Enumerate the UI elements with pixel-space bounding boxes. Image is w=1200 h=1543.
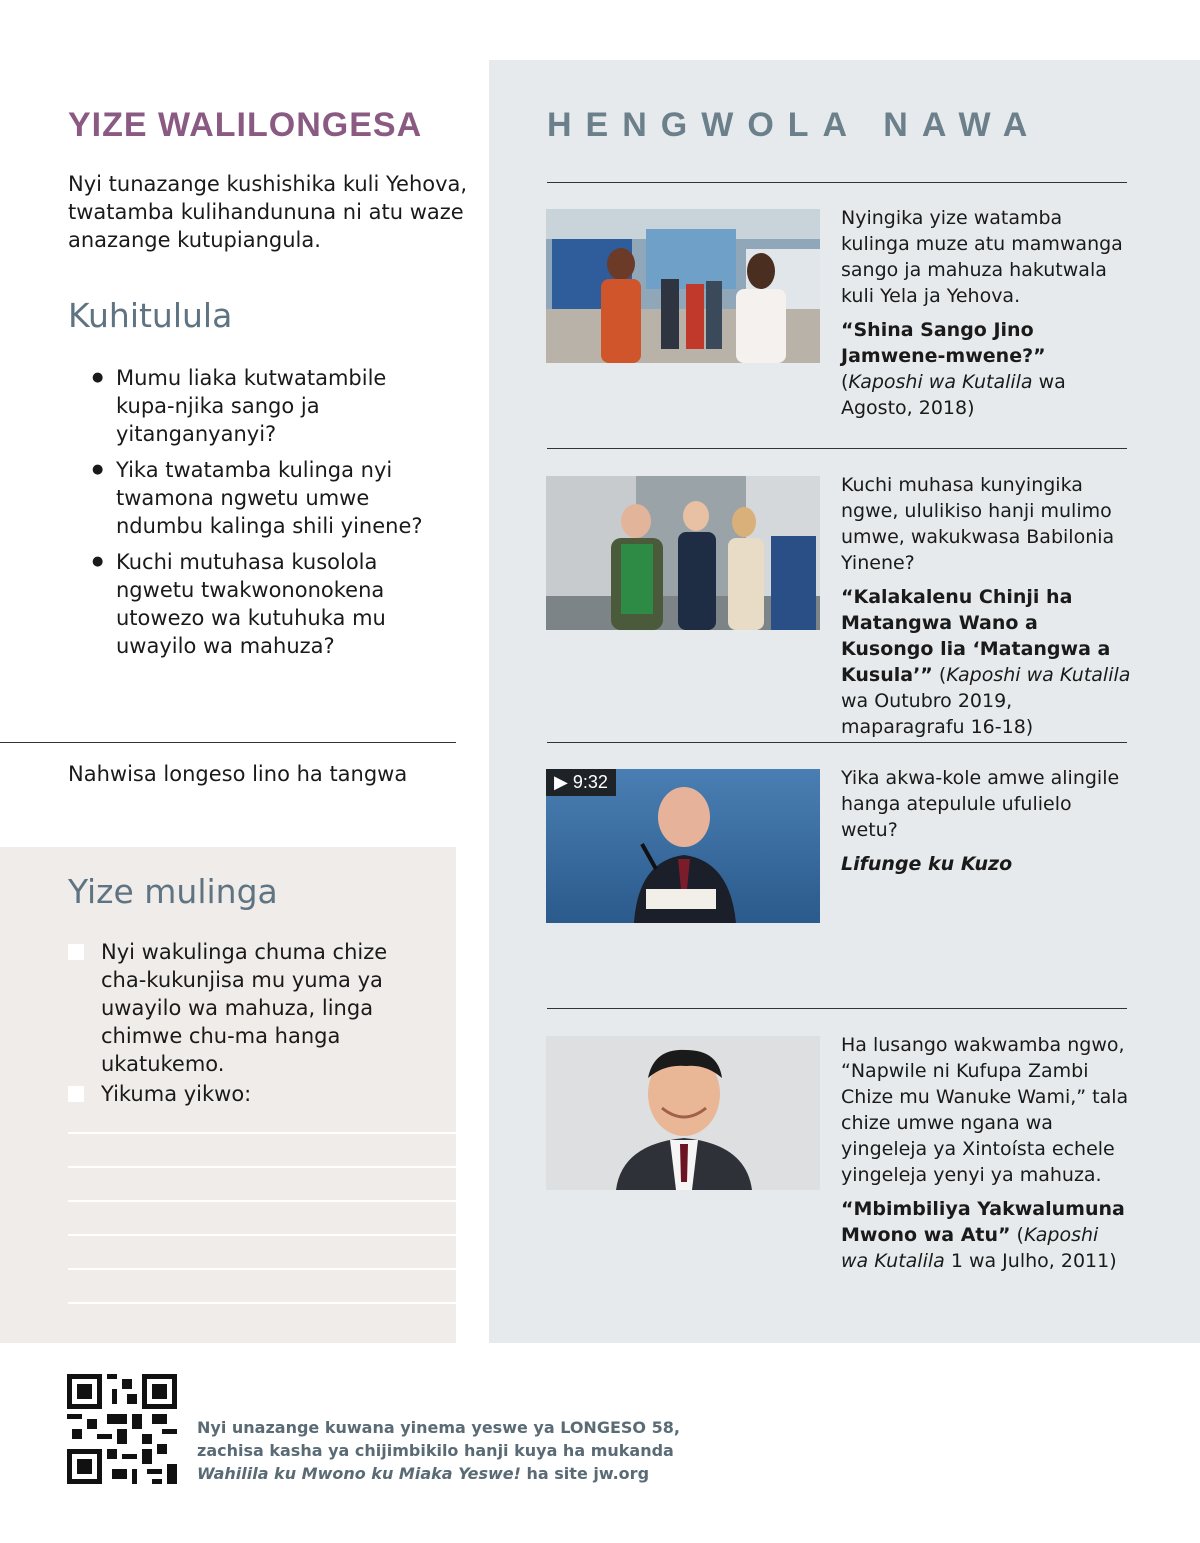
write-line[interactable] [68,1268,456,1270]
footer-site[interactable]: ha site jw.org [520,1464,650,1483]
ref-punct: ( [932,664,947,686]
publication-name: Kaposhi wa Kutalila [848,371,1033,393]
article-entry [841,1032,1131,1282]
divider [547,182,1127,183]
todo-title: Yize mulinga [68,872,278,911]
video-duration: 9:32 [572,772,608,792]
article-image-street-witnessing[interactable] [546,476,820,630]
summary-text: Nyi tunazange kushishika kuli Yehova, twatamba kulihandununa ni atu waze anazange kutupiangula. [68,172,468,252]
publication-issue: 1 wa Julho, 2011) [944,1250,1117,1272]
article-description: Nyingika yize watamba kulinga muze atu mamwanga sango ja mahuza hakutwala kuli Yela ja Yehova. [841,207,1123,307]
checkbox[interactable] [68,944,84,960]
checkbox[interactable] [68,1086,84,1102]
write-line[interactable] [68,1166,456,1168]
review-questions [88,364,448,668]
play-icon: ▶ [554,772,568,792]
article-entry [841,205,1131,429]
article-entry [841,765,1131,885]
publication-issue: wa Agosto, 2018) [841,371,1066,419]
ref-punct: ( [1010,1224,1024,1246]
video-description: Yika akwa-kole amwe alingile hanga atepulule ufulielo wetu? [841,767,1120,841]
article-reference-title[interactable]: “Kalakalenu Chinji ha Matangwa Wano a Kusongo lia ‘Matangwa a Kusula’” [841,586,1111,686]
article-reference-title[interactable]: “Mbimbiliya Yakwalumuna Mwono wa Atu” [841,1198,1125,1246]
completion-date-label: Nahwisa longeso lino ha tangwa [68,762,408,786]
divider [547,1008,1127,1009]
footer-text: Nyi unazange kuwana yinema yeswe ya LONGESO 58, zachisa kasha ya chijimbikilo hanji kuya ha mukanda [197,1418,680,1460]
explore-title: HENGWOLA NAWA [547,106,1042,144]
review-question: ● Mumu liaka kutwatambile kupa-njika sango ja yitanganyanyi? [88,364,448,448]
footer-note [197,1416,717,1485]
book-title: Wahilila ku Mwono ku Miaka Yeswe! [197,1464,521,1483]
write-line[interactable] [68,1132,456,1134]
write-line[interactable] [68,1302,456,1304]
qr-code-icon[interactable] [67,1374,177,1484]
video-duration-badge [546,769,616,796]
article-entry [841,472,1131,748]
write-line[interactable] [68,1200,456,1202]
publication-issue: wa Outubro 2019, maparagrafu 16-18) [841,690,1034,738]
todo-item[interactable] [68,1080,438,1108]
divider [0,742,456,743]
write-line[interactable] [68,1234,456,1236]
article-image-portrait[interactable] [546,1036,820,1190]
review-question: ● Kuchi mutuhasa kusolola ngwetu twakwononokena utowezo wa kutuhuka mu uwayilo wa mahuza? [88,548,448,660]
video-thumbnail[interactable] [546,769,820,923]
article-image-people-phones[interactable] [546,209,820,363]
article-reference-title[interactable]: “Shina Sango Jino Jamwene-mwene?” [841,319,1046,367]
summary-title: YIZE WALILONGESA [68,106,423,144]
article-reference[interactable] [841,317,1131,421]
publication-name: Kaposhi wa Kutalila [946,664,1131,686]
article-description: Ha lusango wakwamba ngwo, “Napwile ni Kufupa Zambi Chize mu Wanuke Wami,” tala chize umwe ngana wa yingeleja ya Xintoísta echele yingeleja yenyi ya mahuza. [841,1034,1129,1186]
article-reference[interactable] [841,1196,1131,1274]
video-title[interactable]: Lifunge ku Kuzo [841,853,1013,875]
article-reference[interactable] [841,584,1131,740]
publication-name: Kaposhi wa Kutalila [841,1224,1099,1272]
todo-item[interactable] [68,938,438,1078]
review-title: Kuhitulula [68,296,233,335]
video-reference[interactable] [841,851,1131,877]
divider [547,448,1127,449]
ref-punct: ( [841,371,849,393]
article-description: Kuchi muhasa kunyingika ngwe, ululikiso hanji mulimo umwe, wakukwasa Babilonia Yinene? [841,474,1115,574]
todo-item-label: Yikuma yikwo: [101,1082,252,1106]
todo-item-label: Nyi wakulinga chuma chize cha-kukunjisa mu yuma ya uwayilo wa mahuza, linga chimwe chu-ma hanga ukatukemo. [101,940,388,1076]
review-question: ● Yika twatamba kulinga nyi twamona ngwetu umwe ndumbu kalinga shili yinene? [88,456,448,540]
